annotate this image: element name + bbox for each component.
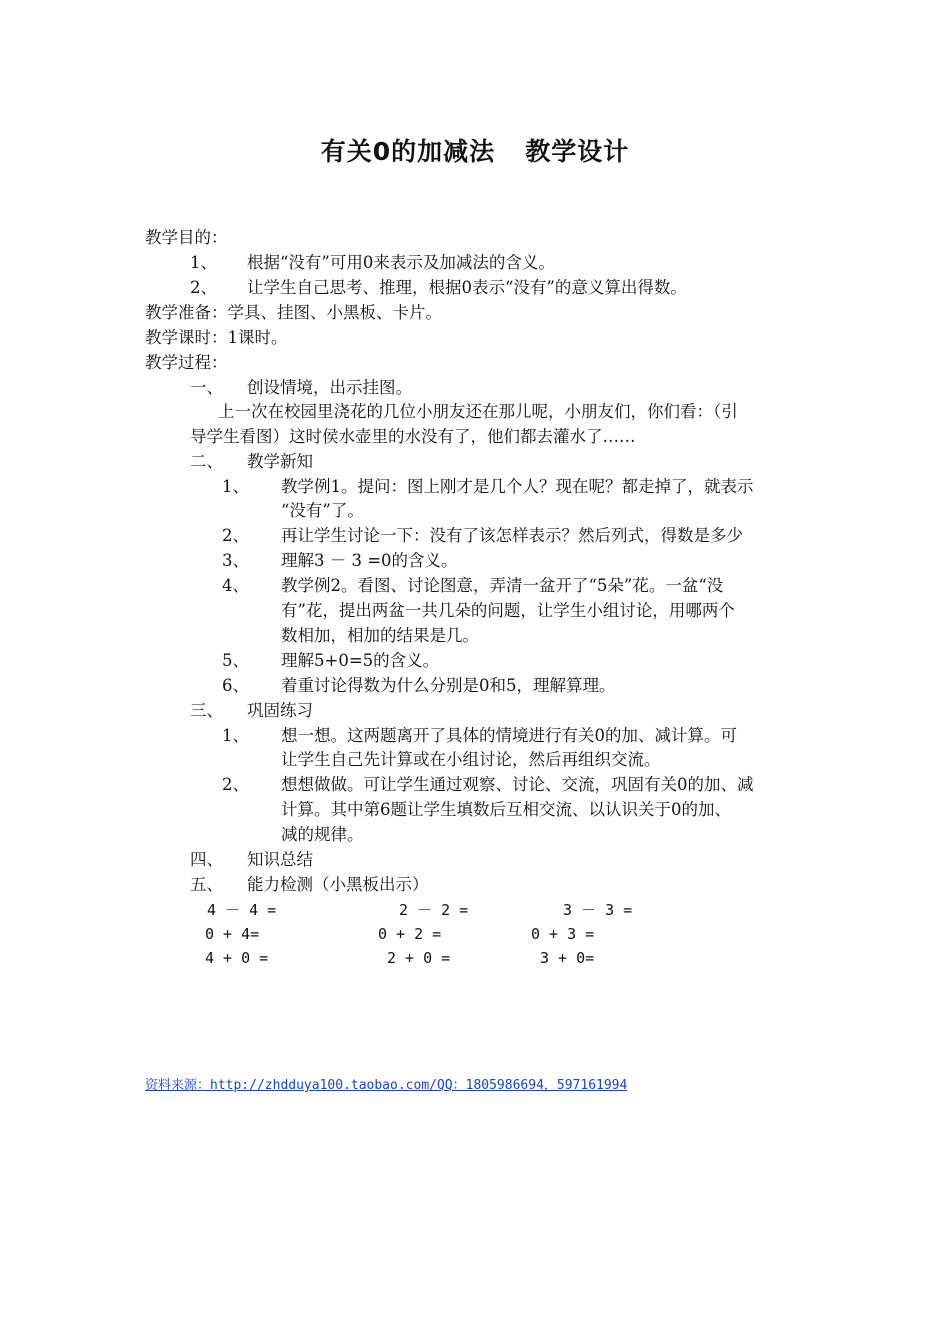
section-3-title: 巩固练习 <box>247 701 313 720</box>
exercise-r1-c2: 2 － 2 = <box>399 901 469 919</box>
exercise-r3-c3: 3 + 0= <box>540 949 595 967</box>
s3-item-2-num: 2、 <box>222 775 249 794</box>
s2-item-4-line2: 有”花，提出两盆一共几朵的问题，让学生小组讨论，用哪两个 <box>281 601 735 620</box>
exercise-r2-c1: 0 + 4= <box>205 925 260 943</box>
goals-label: 教学目的： <box>145 228 228 247</box>
section-5-title: 能力检测（小黑板出示） <box>247 875 429 894</box>
section-1-para-line2: 导学生看图）这时侯水壶里的水没有了，他们都去灌水了…… <box>190 427 636 446</box>
section-3-heading <box>190 699 313 723</box>
footer-source-link[interactable]: 资料来源：http://zhdduya100.taobao.com/QQ：1805986694，597161994 <box>145 1078 628 1093</box>
s2-item-4-num: 4、 <box>222 576 249 595</box>
goal-item-1 <box>190 251 555 275</box>
exercise-r1-c3: 3 － 3 = <box>563 901 633 919</box>
prep-line: 教学准备：学具、挂图、小黑板、卡片。 <box>145 303 442 322</box>
goal-text-2: 让学生自己思考、推理，根据0表示“没有”的意义算出得数。 <box>247 278 687 297</box>
s2-item-6-line1: 着重讨论得数为什么分别是0和5，理解算理。 <box>281 676 616 695</box>
section-1-num: 一、 <box>190 378 223 397</box>
title-part1: 有关0的加减法 <box>320 137 496 166</box>
s3-item-1-line2: 让学生自己先计算或在小组讨论，然后再组织交流。 <box>281 750 661 769</box>
title-part2: 教学设计 <box>525 137 630 166</box>
section-4-title: 知识总结 <box>247 850 313 869</box>
s2-item-2-num: 2、 <box>222 526 249 545</box>
s2-item-1-num: 1、 <box>222 477 249 496</box>
s3-item-2-line3: 减的规律。 <box>281 825 364 844</box>
section-3-num: 三、 <box>190 701 223 720</box>
exercise-r1-c1: 4 － 4 = <box>207 901 277 919</box>
exercise-r2-c2: 0 + 2 = <box>378 925 442 943</box>
exercise-r2-c3: 0 + 3 = <box>531 925 595 943</box>
s3-item-1-line1: 想一想。这两题离开了具体的情境进行有关0的加、减计算。可 <box>281 726 737 745</box>
section-1-para-line1: 上一次在校园里浇花的几位小朋友还在那儿呢，小朋友们，你们看：（引 <box>218 402 738 421</box>
section-2-num: 二、 <box>190 452 223 471</box>
s3-item-1-num: 1、 <box>222 726 249 745</box>
process-label: 教学过程： <box>145 353 228 372</box>
exercise-r3-c2: 2 + 0 = <box>387 949 451 967</box>
s2-item-3-line1: 理解3 － 3 =0的含义。 <box>281 551 458 570</box>
s2-item-4-line3: 数相加，相加的结果是几。 <box>281 626 479 645</box>
section-4-heading <box>190 848 313 872</box>
section-1-title: 创设情境，出示挂图。 <box>247 378 412 397</box>
s2-item-5-num: 5、 <box>222 651 249 670</box>
goal-num-2: 2、 <box>190 278 217 297</box>
s2-item-5-line1: 理解5+0=5的含义。 <box>281 651 440 670</box>
section-1-heading <box>190 376 412 400</box>
goal-num-1: 1、 <box>190 253 217 272</box>
section-2-heading <box>190 450 313 474</box>
exercise-r3-c1: 4 + 0 = <box>205 949 269 967</box>
s2-item-2-line1: 再让学生讨论一下：没有了该怎样表示？然后列式，得数是多少 <box>281 526 743 545</box>
s3-item-2-line1: 想想做做。可让学生通过观察、讨论、交流，巩固有关0的加、减 <box>281 775 754 794</box>
s2-item-4-line1: 教学例2。看图、讨论图意，弄清一盆开了“5朵”花。一盆“没 <box>281 576 724 595</box>
s2-item-3-num: 3、 <box>222 551 249 570</box>
hours-line: 教学课时：1课时。 <box>145 328 288 347</box>
s2-item-6-num: 6、 <box>222 676 249 695</box>
section-2-title: 教学新知 <box>247 452 313 471</box>
goal-text-1: 根据“没有”可用0来表示及加减法的含义。 <box>247 253 555 272</box>
s2-item-1-line2: “没有”了。 <box>281 501 364 520</box>
section-5-num: 五、 <box>190 875 223 894</box>
section-4-num: 四、 <box>190 850 223 869</box>
section-5-heading <box>190 873 429 897</box>
s3-item-2-line2: 计算。其中第6题让学生填数后互相交流、以认识关于0的加、 <box>281 800 731 819</box>
page-title <box>0 132 950 168</box>
s2-item-1-line1: 教学例1。提问：图上刚才是几个人？现在呢？都走掉了，就表示 <box>281 477 754 496</box>
goal-item-2 <box>190 276 687 300</box>
